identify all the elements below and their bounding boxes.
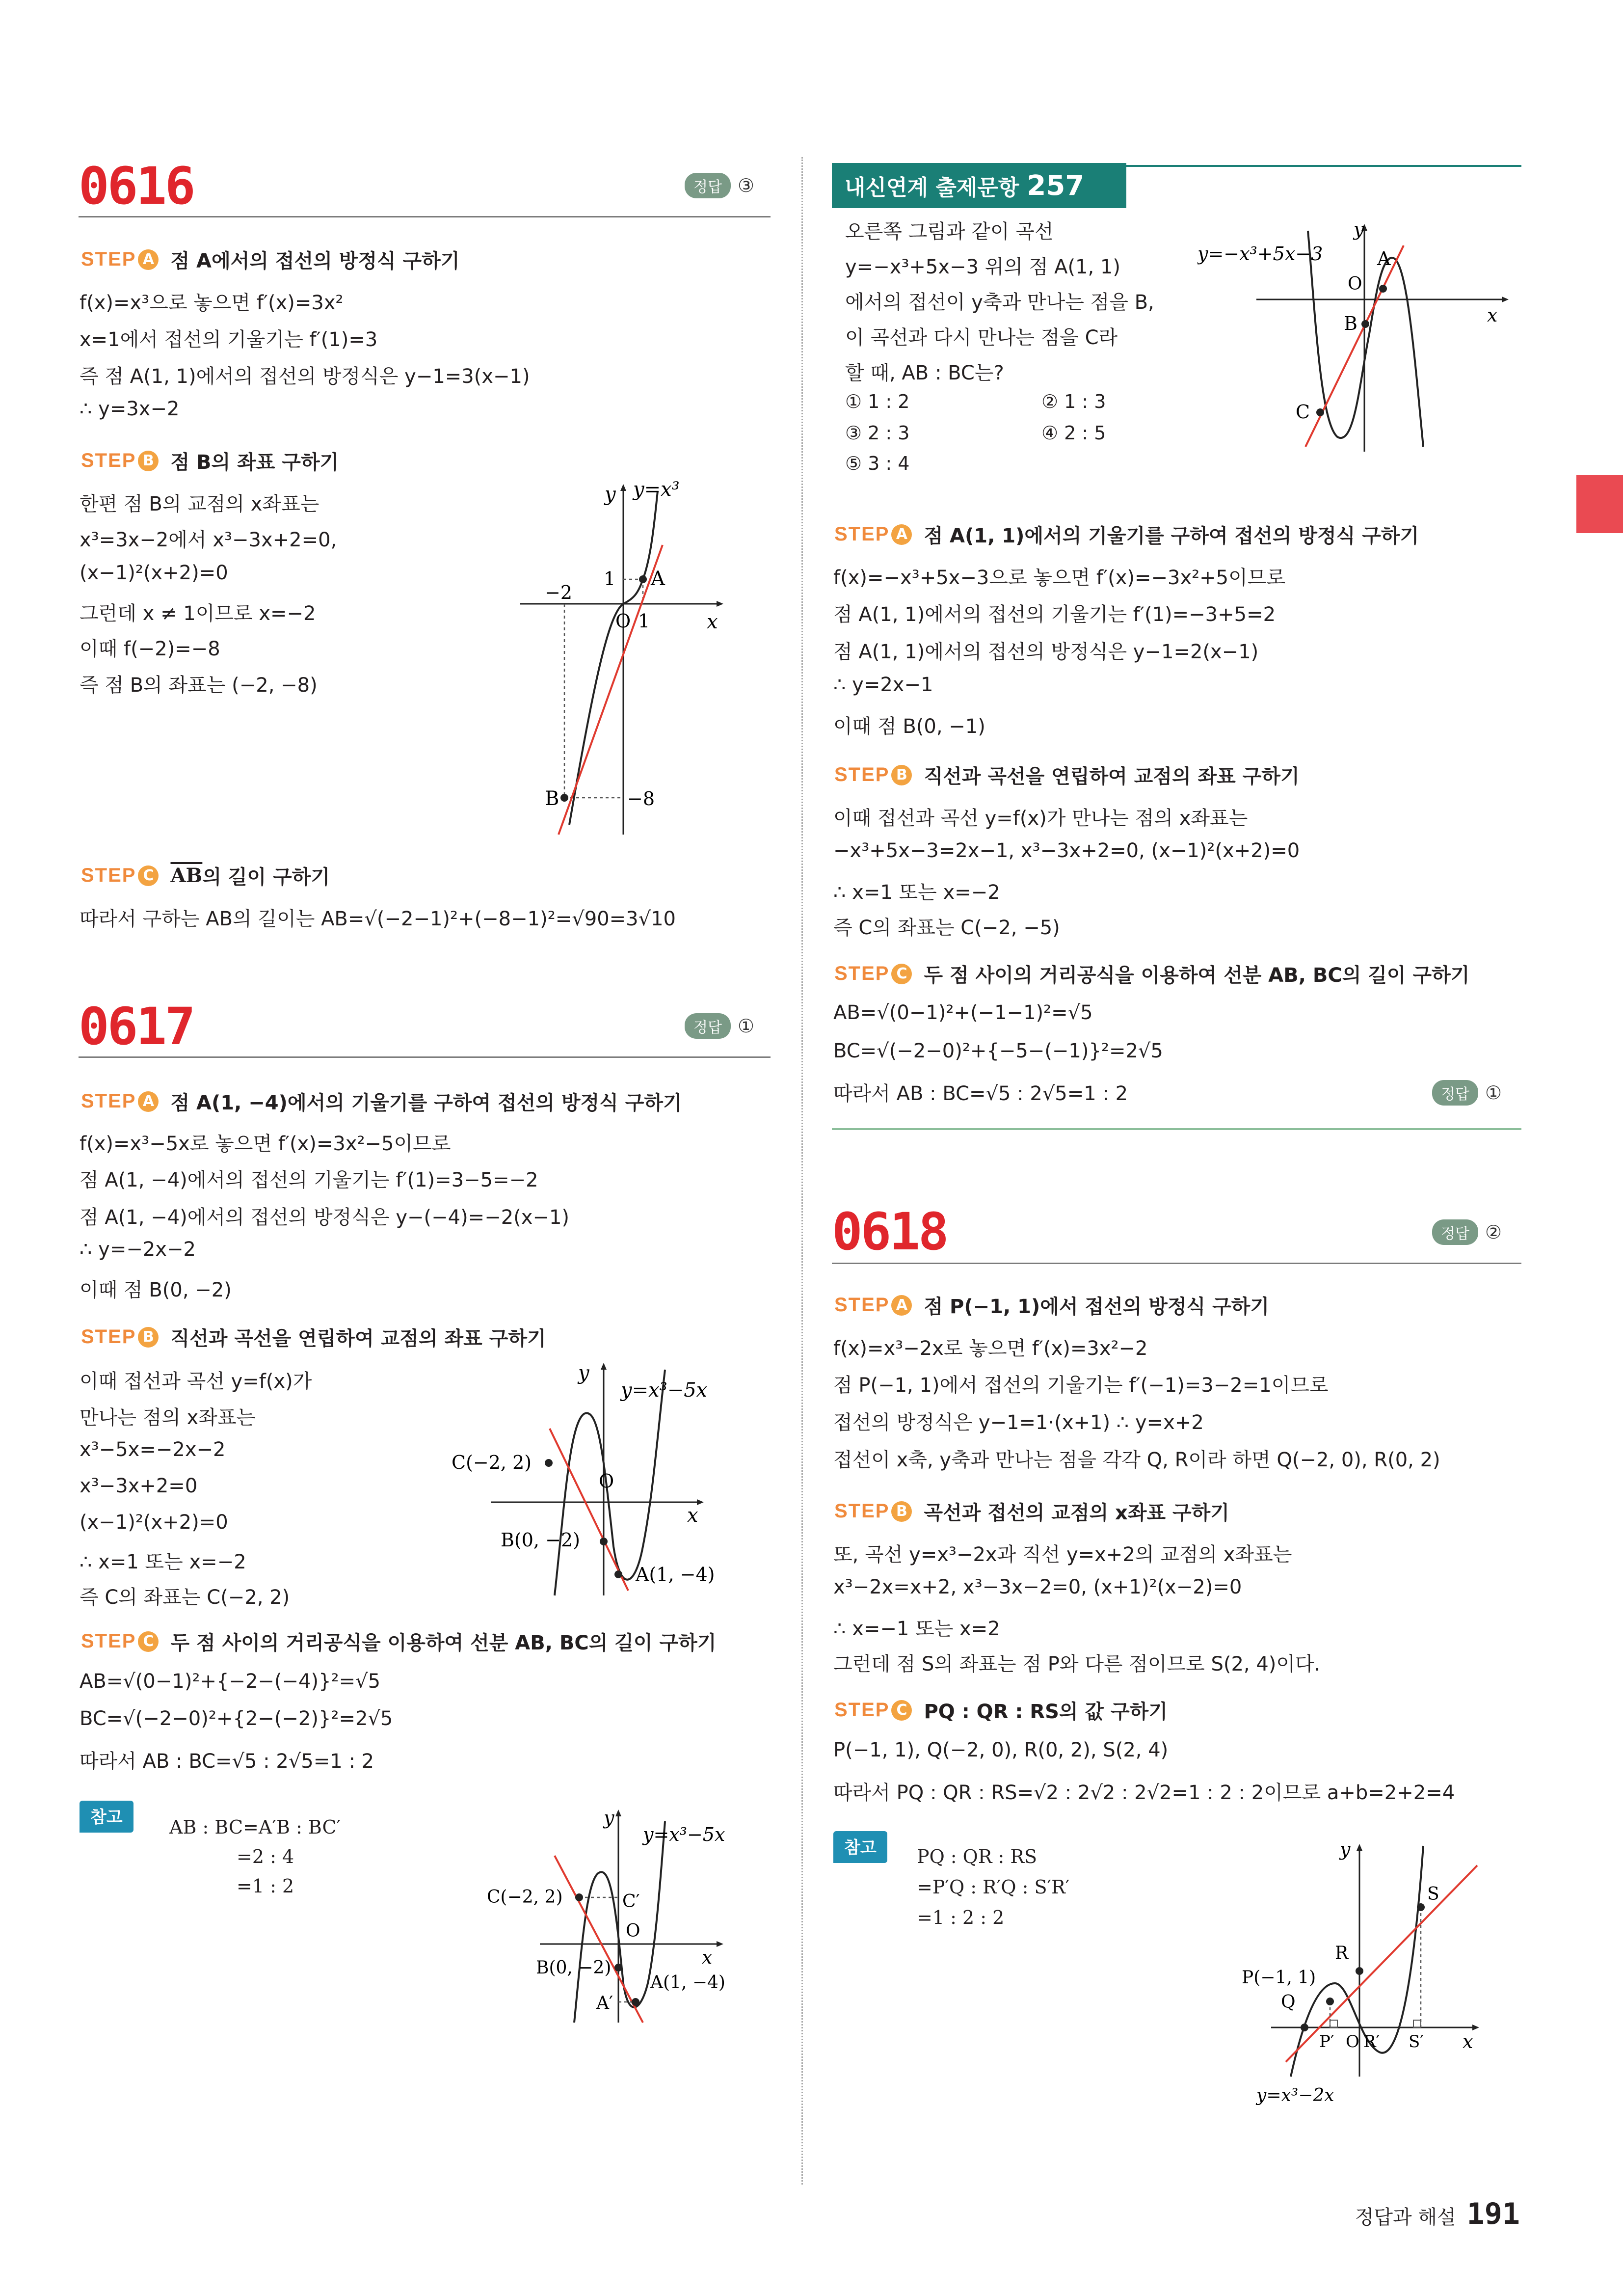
text-line: 즉 점 A(1, 1)에서의 접선의 방정식은 y−1=3(x−1) xyxy=(80,365,530,388)
choice-1[interactable]: ① 1 : 2 xyxy=(845,391,910,412)
answer-value: ① xyxy=(1485,1082,1502,1104)
text-line: 점 A(1, 1)에서의 접선의 기울기는 f′(1)=−3+5=2 xyxy=(833,603,1276,626)
point-c xyxy=(575,1893,583,1901)
text-line: f(x)=x³−5x로 놓으면 f′(x)=3x²−5이므로 xyxy=(80,1133,451,1155)
note-line: =P′Q : R′Q : S′R′ xyxy=(917,1876,1070,1898)
text-line: ∴ x=1 또는 x=−2 xyxy=(80,1551,246,1573)
text-line: 그런데 점 S의 좌표는 점 P와 다른 점이므로 S(2, 4)이다. xyxy=(833,1653,1321,1675)
footer-label: 정답과 해설 xyxy=(1355,2206,1456,2229)
text-line: 따라서 AB : BC=√5 : 2√5=1 : 2 xyxy=(80,1750,374,1773)
x-label: x xyxy=(1487,304,1498,326)
page-number: 191 xyxy=(1466,2197,1520,2231)
answer-value: ① xyxy=(737,1015,755,1037)
text-line: 점 A(1, 1)에서의 접선의 방정식은 y−1=2(x−1) xyxy=(833,641,1259,663)
point-r xyxy=(1356,1967,1363,1975)
text-line: −x³+5x−3=2x−1, x³−3x+2=0, (x−1)²(x+2)=0 xyxy=(833,839,1300,862)
choice-3[interactable]: ③ 2 : 3 xyxy=(845,422,910,444)
answer-0616 xyxy=(685,173,754,198)
answer-value: ② xyxy=(1485,1221,1502,1243)
origin-label: O xyxy=(1348,274,1362,294)
note-line: PQ : QR : RS xyxy=(917,1846,1038,1867)
text-line: 점 P(−1, 1)에서 접선의 기울기는 f′(−1)=3−2=1이므로 xyxy=(833,1374,1329,1397)
text-line: BC=√(−2−0)²+{2−(−2)}²=2√5 xyxy=(80,1707,393,1730)
label-c: C(−2, 2) xyxy=(452,1452,532,1473)
curve-label: y=x³−2x xyxy=(1256,2085,1334,2106)
label-c: C(−2, 2) xyxy=(487,1887,563,1907)
label-a: A xyxy=(651,567,665,590)
tangent-line xyxy=(550,1429,628,1591)
point-b xyxy=(1361,320,1369,328)
section-rule xyxy=(79,216,771,217)
origin-label: O xyxy=(626,1921,640,1941)
text-line: x=1에서 접선의 기울기는 f′(1)=3 xyxy=(80,328,378,351)
step-c-0616: STEP C $\overline{AB}$ 의 길이 구하기 xyxy=(81,864,330,889)
text-line: 즉 점 B의 좌표는 (−2, −8) xyxy=(80,674,318,697)
note-tag-0617: 참고 xyxy=(80,1801,133,1833)
origin-label: O xyxy=(599,1470,614,1492)
label-a-prime: A′ xyxy=(596,1993,613,2013)
y-label: y xyxy=(1340,1838,1351,1860)
step-a-0618: STEP A 점 P(−1, 1)에서 접선의 방정식 구하기 xyxy=(834,1294,1270,1318)
text-line: 이때 접선과 곡선 y=f(x)가 만나는 점의 x좌표는 xyxy=(833,807,1248,830)
x-label: x xyxy=(1463,2031,1473,2053)
step-c-0618: STEP C PQ : QR : RS의 값 구하기 xyxy=(834,1699,1168,1723)
y-label: y xyxy=(605,483,616,506)
step-a-0617: STEP A 점 A(1, −4)에서의 기울기를 구하여 접선의 방정식 구하기 xyxy=(81,1090,682,1114)
y-label: y xyxy=(604,1807,614,1829)
text-line: 즉 C의 좌표는 C(−2, −5) xyxy=(833,917,1060,939)
label-r: R xyxy=(1335,1943,1349,1963)
column-divider xyxy=(801,157,803,2185)
label-r-prime: R′ xyxy=(1363,2032,1380,2052)
tick-neg2: −2 xyxy=(545,582,573,603)
point-a xyxy=(632,1998,639,2006)
label-b: B xyxy=(545,787,559,810)
text-line: 이때 점 B(0, −2) xyxy=(80,1279,232,1301)
step-b-0616: STEP B 점 B의 좌표 구하기 xyxy=(81,450,339,474)
answer-value: ③ xyxy=(737,175,755,196)
point-a xyxy=(1379,285,1387,293)
answer-pill: 정답 xyxy=(1432,1080,1478,1106)
label-q: Q xyxy=(1281,1992,1296,2012)
question-line: 할 때, AB : BC는? xyxy=(845,362,1004,384)
origin-label: O xyxy=(615,610,631,632)
text-line: 접선이 x축, y축과 만나는 점을 각각 Q, R이라 하면 Q(−2, 0), R(0, 2) xyxy=(833,1449,1440,1471)
note-tag-0618: 참고 xyxy=(833,1831,887,1863)
note-line: =1 : 2 : 2 xyxy=(917,1907,1005,1928)
point-p xyxy=(1326,1998,1334,2005)
point-b xyxy=(614,1964,622,1972)
text-line: 이때 f(−2)=−8 xyxy=(80,638,220,660)
y-label: y xyxy=(1354,218,1364,240)
x-label: x xyxy=(702,1946,713,1968)
point-b xyxy=(600,1538,608,1545)
x-label: x xyxy=(707,611,718,633)
text-line: 점 A(1, −4)에서의 접선의 기울기는 f′(1)=3−5=−2 xyxy=(80,1169,538,1191)
problem-number-0617: 0617 xyxy=(79,997,194,1056)
label-s: S xyxy=(1427,1884,1439,1904)
text-line: 접선의 방정식은 y−1=1·(x+1) ∴ y=x+2 xyxy=(833,1411,1204,1434)
question-line: y=−x³+5x−3 위의 점 A(1, 1) xyxy=(845,256,1120,278)
text-line: ∴ x=1 또는 x=−2 xyxy=(833,881,1000,904)
answer-pill: 정답 xyxy=(685,173,731,198)
text-line: f(x)=−x³+5x−3으로 놓으면 f′(x)=−3x²+5이므로 xyxy=(833,567,1286,589)
step-a-0616: STEP A 점 A에서의 접선의 방정식 구하기 xyxy=(81,248,460,272)
curve-label: y=x³−5x xyxy=(621,1379,708,1402)
text-line: AB=√(0−1)²+{−2−(−4)}²=√5 xyxy=(80,1670,381,1693)
note-line: =2 : 4 xyxy=(237,1846,294,1867)
point-s xyxy=(1417,1903,1425,1911)
text-line: 즉 C의 좌표는 C(−2, 2) xyxy=(80,1586,290,1609)
section-rule xyxy=(832,1263,1521,1264)
step-b-0617: STEP B 직선과 곡선을 연립하여 교점의 좌표 구하기 xyxy=(81,1326,546,1350)
text-line: 따라서 AB : BC=√5 : 2√5=1 : 2 xyxy=(833,1082,1128,1105)
text-line: ∴ y=2x−1 xyxy=(833,674,933,696)
chapter-side-marker xyxy=(1576,475,1623,533)
choice-2[interactable]: ② 1 : 3 xyxy=(1041,391,1106,412)
label-c: C xyxy=(1296,401,1310,423)
text-line: x³−3x+2=0 xyxy=(80,1475,198,1497)
text-line: 한편 점 B의 교점의 x좌표는 xyxy=(80,493,319,515)
note-line: AB : BC=A′B : BC′ xyxy=(169,1816,341,1838)
cubic-curve xyxy=(1308,231,1423,447)
point-c xyxy=(1316,408,1324,416)
graph-question-257 xyxy=(1197,216,1512,461)
question-line: 이 곡선과 다시 만나는 점을 C라 xyxy=(845,326,1118,349)
point-b xyxy=(560,794,568,802)
text-line: ∴ x=−1 또는 x=2 xyxy=(833,1618,1000,1640)
cubic-curve xyxy=(569,491,658,825)
text-line: 그런데 x ≠ 1이므로 x=−2 xyxy=(80,602,316,625)
text-line: (x−1)²(x+2)=0 xyxy=(80,1511,228,1534)
x-label: x xyxy=(687,1504,698,1527)
text-line: 또, 곡선 y=x³−2x과 직선 y=x+2의 교점의 x좌표는 xyxy=(833,1543,1292,1566)
text-line: x³=3x−2에서 x³−3x+2=0, xyxy=(80,529,337,551)
text-line: 따라서 PQ : QR : RS=√2 : 2√2 : 2√2=1 : 2 : 2이므로 a+b=2+2=4 xyxy=(833,1782,1455,1804)
point-q xyxy=(1301,2024,1308,2031)
answer-257 xyxy=(1432,1080,1502,1106)
label-b: B(0, −2) xyxy=(501,1529,580,1551)
label-a: A(1, −4) xyxy=(650,1972,725,1993)
text-line: 이때 점 B(0, −1) xyxy=(833,715,985,738)
text-line: 이때 접선과 곡선 y=f(x)가 xyxy=(80,1370,312,1393)
graph-cubic-0618 xyxy=(1217,1836,1521,2111)
label-p-prime: P′ xyxy=(1319,2032,1334,2052)
label-a: A xyxy=(1377,248,1391,270)
banner-linked-question: 내신연계 출제문항 257 xyxy=(832,163,1126,208)
text-line: x³−2x=x+2, x³−3x−2=0, (x+1)²(x−2)=0 xyxy=(833,1576,1242,1598)
tick-neg8: −8 xyxy=(627,788,655,810)
text-line: f(x)=x³−2x로 놓으면 f′(x)=3x²−2 xyxy=(833,1337,1148,1360)
text-line: x³−5x=−2x−2 xyxy=(80,1438,226,1461)
tick-1-y: 1 xyxy=(604,568,616,590)
answer-pill: 정답 xyxy=(1432,1219,1478,1245)
text-line: 만나는 점의 x좌표는 xyxy=(80,1406,256,1429)
text-line: ∴ y=−2x−2 xyxy=(80,1238,196,1261)
label-c-prime: C′ xyxy=(622,1891,640,1912)
text-line: 점 A(1, −4)에서의 접선의 방정식은 y−(−4)=−2(x−1) xyxy=(80,1206,570,1229)
question-line: 에서의 접선이 y축과 만나는 점을 B, xyxy=(845,291,1154,314)
tick-1-x: 1 xyxy=(638,610,650,632)
label-s-prime: S′ xyxy=(1409,2032,1424,2052)
label-b: B(0, −2) xyxy=(536,1958,612,1978)
text-line: 따라서 구하는 AB의 길이는 AB=√(−2−1)²+(−8−1)²=√90=3√10 xyxy=(80,908,676,930)
answer-pill: 정답 xyxy=(685,1013,731,1039)
step-c-257: STEP C 두 점 사이의 거리공식을 이용하여 선분 AB, BC의 길이 구하기 xyxy=(834,963,1470,987)
choice-5[interactable]: ⑤ 3 : 4 xyxy=(845,453,910,474)
problem-number-0616: 0616 xyxy=(79,156,194,216)
answer-0618 xyxy=(1432,1219,1502,1245)
answer-0617 xyxy=(685,1013,754,1039)
graph-cubic-0616 xyxy=(515,471,761,844)
curve-label: y=x³ xyxy=(633,478,680,501)
point-a xyxy=(639,575,647,583)
label-a: A(1, −4) xyxy=(636,1564,715,1585)
banner-rule xyxy=(1119,165,1521,167)
label-b: B xyxy=(1344,313,1357,334)
section-rule xyxy=(79,1056,771,1058)
note-line: =1 : 2 xyxy=(237,1875,294,1897)
tangent-line xyxy=(1286,1865,1477,2062)
curve-label: y=x³−5x xyxy=(643,1824,725,1845)
choice-4[interactable]: ④ 2 : 5 xyxy=(1041,422,1106,444)
graph-cubic-0617 xyxy=(442,1360,766,1605)
text-line: f(x)=x³으로 놓으면 f′(x)=3x² xyxy=(80,292,344,314)
graph-cubic-0617-note xyxy=(481,1807,775,2027)
problem-number-0618: 0618 xyxy=(832,1202,947,1262)
step-b-257: STEP B 직선과 곡선을 연립하여 교점의 좌표 구하기 xyxy=(834,764,1300,788)
text-line: AB=√(0−1)²+(−1−1)²=√5 xyxy=(833,1001,1093,1024)
curve-label: y=−x³+5x−3 xyxy=(1197,243,1323,265)
text-line: P(−1, 1), Q(−2, 0), R(0, 2), S(2, 4) xyxy=(833,1739,1169,1761)
page-footer xyxy=(1355,2197,1520,2231)
step-c-0617: STEP C 두 점 사이의 거리공식을 이용하여 선분 AB, BC의 길이 구하기 xyxy=(81,1630,717,1654)
step-a-257: STEP A 점 A(1, 1)에서의 기울기를 구하여 접선의 방정식 구하기 xyxy=(834,523,1419,547)
label-p: P(−1, 1) xyxy=(1242,1968,1316,1988)
text-line: ∴ y=3x−2 xyxy=(80,398,180,420)
text-line: (x−1)²(x+2)=0 xyxy=(80,562,228,584)
text-line: BC=√(−2−0)²+{−5−(−1)}²=2√5 xyxy=(833,1040,1163,1062)
question-line: 오른쪽 그림과 같이 곡선 xyxy=(845,220,1054,243)
point-c xyxy=(545,1459,553,1467)
origin-label: O xyxy=(1346,2032,1359,2052)
step-b-0618: STEP B 곡선과 접선의 교점의 x좌표 구하기 xyxy=(834,1500,1229,1524)
point-a xyxy=(614,1570,622,1578)
section-end-rule xyxy=(832,1128,1521,1130)
y-label: y xyxy=(578,1362,589,1384)
